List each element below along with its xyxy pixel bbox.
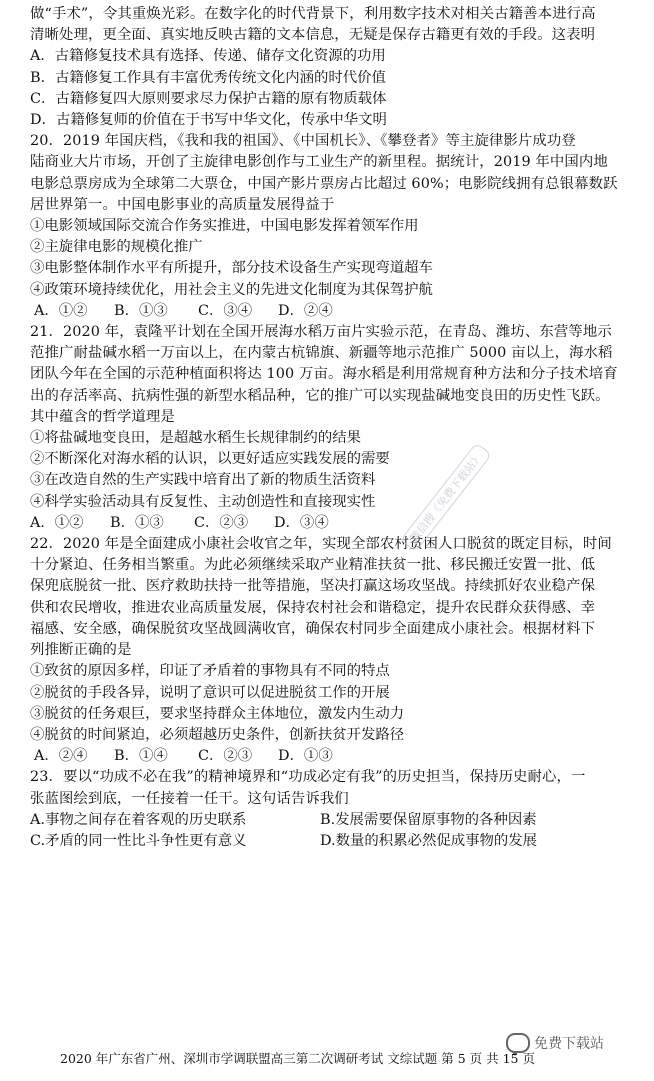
option-d: D.数量的积累必然促成事物的发展 <box>320 832 538 849</box>
watermark-stamp: 微信搜《免费下载站》 <box>400 442 492 552</box>
answer-choices <box>30 301 630 322</box>
question-stem-line: 张蓝图绘到底，一任接着一任干。这句话告诉我们 <box>30 790 349 807</box>
question-stem-line: 出的存活率高、抗病性强的新型水稻品种，它的推广可以实现盐碱地变良田的历史性飞跃。 <box>30 387 610 404</box>
option-row <box>30 831 630 852</box>
question-stem-line: 团队今年在全国的示范种植面积将达 100 万亩。海水稻是利用常规育种方法和分子技术培育 <box>30 366 618 383</box>
statement-item: ③电影整体制作水平有所提升，部分技术设备生产实现弯道超车 <box>30 260 433 277</box>
statement-item: ②脱贫的手段各异，说明了意识可以促进脱贫工作的开展 <box>30 684 390 701</box>
question-stem-line: 电影总票房成为全球第二大票仓，中国产影片票房占比超过 60%；电影院线拥有总银幕数跃 <box>30 175 618 192</box>
statement-item: ④政策环境持续优化，用社会主义的先进文化制度为其保驾护航 <box>30 281 433 298</box>
option-c: C.矛盾的同一性比斗争性更有意义 <box>30 832 247 849</box>
choice-a: A．②④ <box>34 748 88 765</box>
question-stem-line: 列推断正确的是 <box>30 642 132 659</box>
option-d: D．古籍修复师的价值在于书写中华文化，传承中华文明 <box>30 112 387 129</box>
choice-b: B．①④ <box>114 748 168 765</box>
logo-text: 免费下载站 <box>534 1036 604 1052</box>
question-19-tail <box>30 4 630 131</box>
statement-item: ①将盐碱地变良田，是超越水稻生长规律制约的结果 <box>30 430 361 447</box>
option-a: A.事物之间存在着客观的历史联系 <box>30 811 247 828</box>
statement-item: ③在改造自然的生产实践中培育出了新的物质生活资料 <box>30 472 376 489</box>
choice-b: B．①③ <box>110 514 164 531</box>
question-stem-line: 范推广耐盐碱水稻一万亩以上，在内蒙古杭锦旗、新疆等地示范推广 5000 亩以上，海水稻 <box>30 345 613 362</box>
statement-item: ①致贫的原因多样，印证了矛盾着的事物具有不同的特点 <box>30 663 390 680</box>
choice-c: C．②③ <box>198 748 253 765</box>
question-stem-line: 十分紧迫、任务相当繁重。为此必须继续采取产业精准扶贫一批、移民搬迁安置一批、低 <box>30 557 596 574</box>
option-row <box>30 810 630 831</box>
choice-a: A．①② <box>30 514 84 531</box>
choice-d: D．②④ <box>278 302 333 319</box>
question-stem-line: 供和农民增收，推进农业高质量发展，保持农村社会和谐稳定，提升农民群众获得感、幸 <box>30 599 596 616</box>
choice-d: D．③④ <box>274 514 329 531</box>
question-stem-line: 其中蕴含的哲学道理是 <box>30 408 175 425</box>
question-stem-line: 居世界第一。中国电影事业的高质量发展得益于 <box>30 196 335 213</box>
answer-choices <box>30 746 630 767</box>
question-stem-line: 20．2019 年国庆档，《我和我的祖国》、《中国机长》、《攀登者》等主旋律影片成功登 <box>30 133 576 150</box>
statement-item: ②不断深化对海水稻的认识，以更好适应实践发展的需要 <box>30 451 390 468</box>
question-stem-line: 陆商业大片市场，开创了主旋律电影创作与工业生产的新里程。据统计，2019 年中国内地 <box>30 154 608 171</box>
choice-c: C．②③ <box>194 514 249 531</box>
choice-a: A．①② <box>34 302 88 319</box>
question-stem-line: 福感、安全感，确保脱贫攻坚战圆满收官，确保农村同步全面建成小康社会。根据材料下 <box>30 620 596 637</box>
option-a: A．古籍修复技术具有选择、传递、储存文化资源的功用 <box>30 48 386 65</box>
statement-item: ③脱贫的任务艰巨，要求坚持群众主体地位，激发内生动力 <box>30 705 405 722</box>
option-c: C．古籍修复四大原则要求尽力保护古籍的原有物质载体 <box>30 90 387 107</box>
question-stem-line: 23．要以“功成不必在我”的精神境界和“功成必定有我”的历史担当，保持历史耐心，一 <box>30 769 586 786</box>
question-23 <box>30 767 630 852</box>
question-21 <box>30 322 630 534</box>
choice-b: B．①③ <box>114 302 168 319</box>
question-stem-line: 保兜底脱贫一批、医疗救助扶持一批等措施，坚决打赢这场攻坚战。持续抓好农业稳产保 <box>30 578 596 595</box>
page-footer: 2020 年广东省广州、深圳市学调联盟高三第二次调研考试 文综试题 第 5 页 共 15 页 <box>60 1051 535 1066</box>
question-stem-line: 22．2020 年是全面建成小康社会收官之年，实现全部农村贫困人口脱贫的既定目标，时间 <box>30 536 612 553</box>
paragraph-line: 清晰处理，更全面、真实地反映古籍的文本信息，无疑是保存古籍更有效的手段。这表明 <box>30 27 596 44</box>
option-b: B.发展需要保留原事物的各种因素 <box>320 811 537 828</box>
option-b: B．古籍修复工作具有丰富优秀传统文化内涵的时代价值 <box>30 69 386 86</box>
choice-c: C．③④ <box>198 302 253 319</box>
choice-d: D．①③ <box>278 748 333 765</box>
question-20 <box>30 131 630 322</box>
statement-item: ④脱贫的时间紧迫，必须超越历史条件，创新扶贫开发路径 <box>30 726 405 743</box>
answer-choices <box>30 513 630 534</box>
question-22 <box>30 534 630 767</box>
statement-item: ④科学实验活动具有反复性、主动创造性和直接现实性 <box>30 493 376 510</box>
question-stem-line: 21．2020 年，袁隆平计划在全国开展海水稻万亩片实验示范，在青岛、潍坊、东营等地示 <box>30 324 612 341</box>
paragraph-line: 做“手术”，令其重焕光彩。在数字化的时代背景下，利用数字技术对相关古籍善本进行高 <box>30 6 596 22</box>
statement-item: ②主旋律电影的规模化推广 <box>30 239 203 256</box>
statement-item: ①电影领域国际交流合作务实推进，中国电影发挥着领军作用 <box>30 218 419 235</box>
